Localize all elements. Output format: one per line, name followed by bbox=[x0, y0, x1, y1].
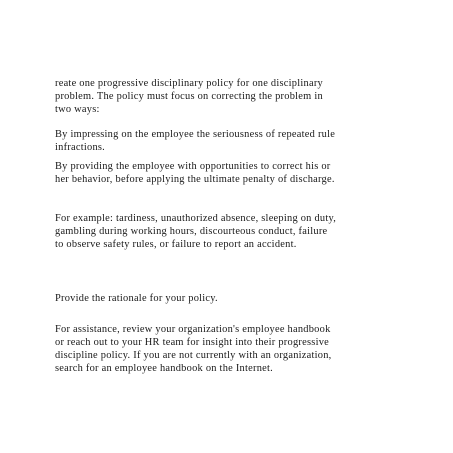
instruction-paragraph: reate one progressive disciplinary policy for one disciplinary problem. The policy must focus on correcting the problem in two ways: bbox=[55, 78, 323, 115]
examples-paragraph: For example: tardiness, unauthorized absence, sleeping on duty, gambling during working hours, discourteous conduct, failure to observe safety rules, or failure to report an accident. bbox=[55, 213, 337, 250]
objective-two-paragraph: By providing the employee with opportunities to correct his or her behavior, before applying the ultimate penalty of discharge. bbox=[55, 161, 335, 185]
objective-one-paragraph: By impressing on the employee the seriousness of repeated rule infractions. bbox=[55, 129, 336, 153]
assistance-paragraph: For assistance, review your organization's employee handbook or reach out to your HR team for insight into their progressive discipline policy. If you are not currently with an organization, search for an employee handbook on the Internet. bbox=[55, 324, 332, 374]
rationale-paragraph: Provide the rationale for your policy. bbox=[55, 293, 218, 304]
